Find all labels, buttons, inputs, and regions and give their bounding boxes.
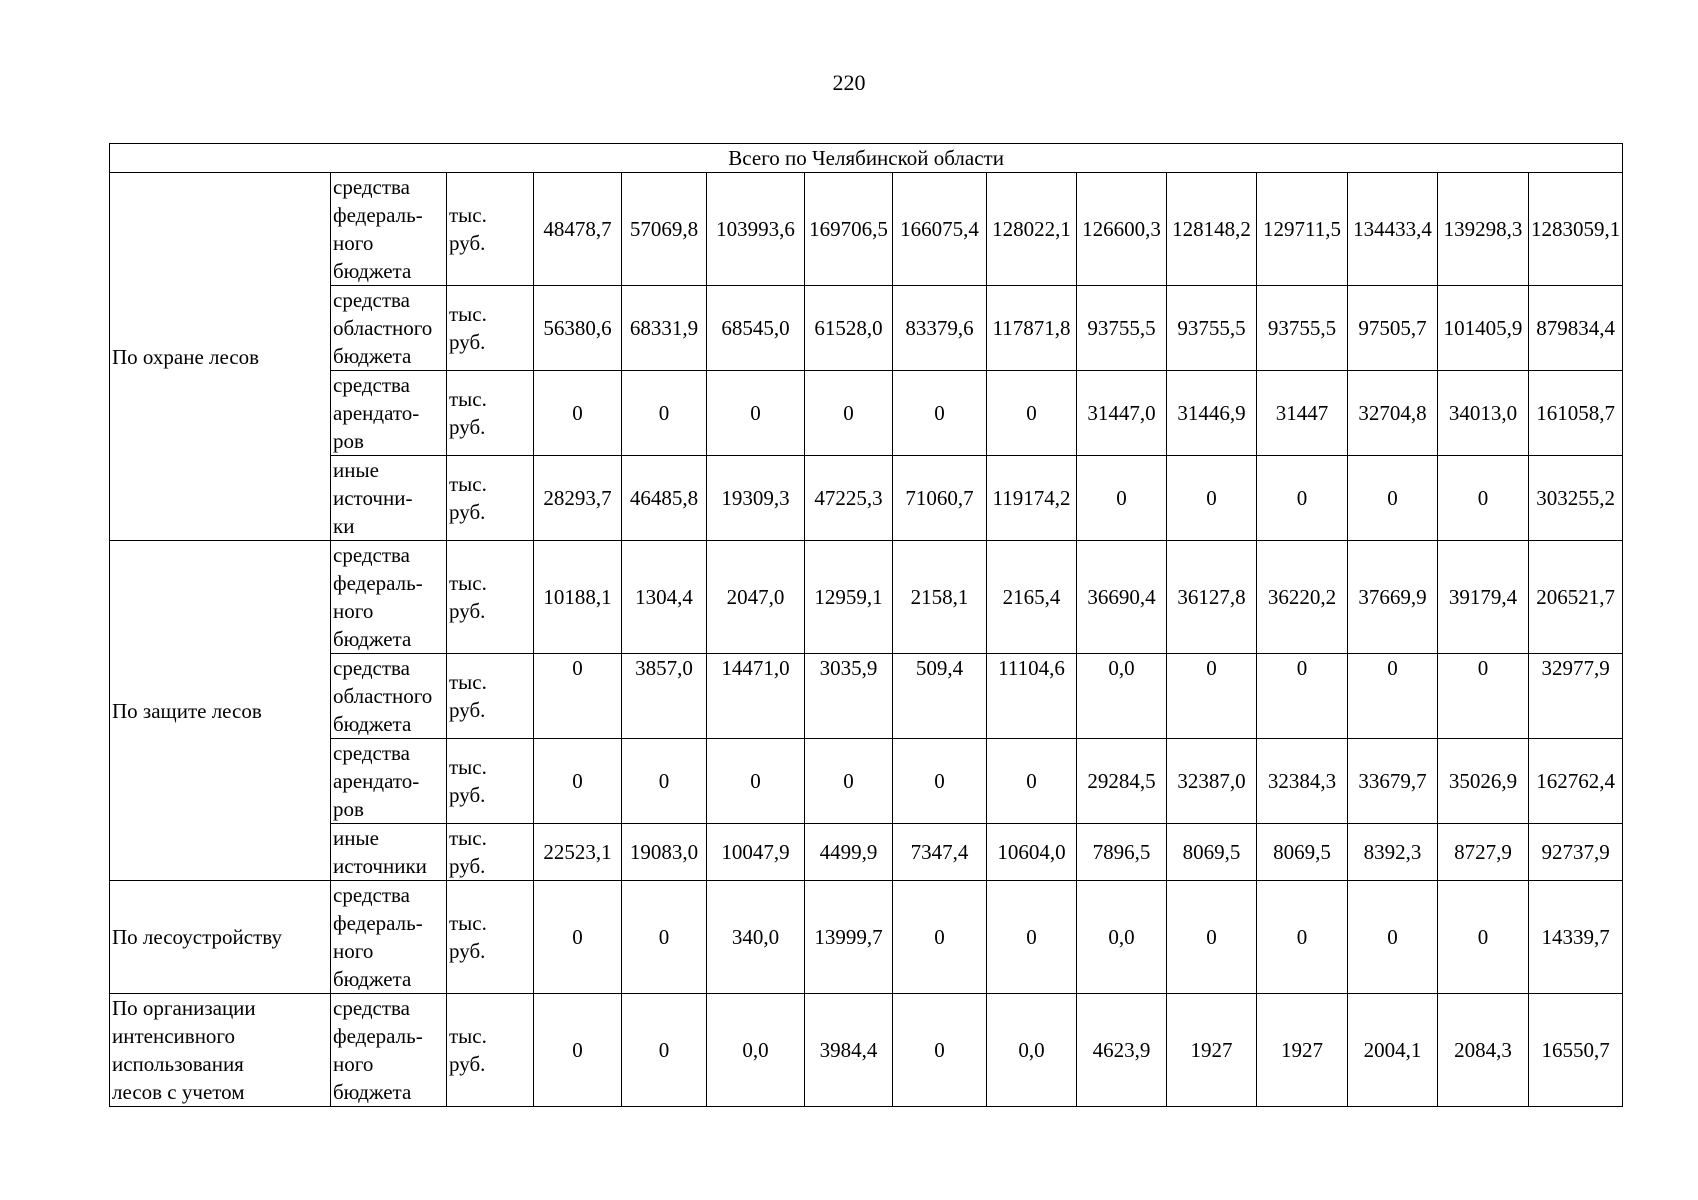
value-cell: 68331,9 — [622, 286, 707, 371]
value-cell: 509,4 — [893, 654, 987, 739]
value-cell: 0 — [707, 371, 805, 456]
value-cell: 0 — [622, 739, 707, 824]
value-cell: 126600,3 — [1077, 173, 1167, 286]
value-cell: 0 — [1438, 456, 1529, 541]
value-cell: 10188,1 — [534, 541, 622, 654]
source-cell: средства областного бюджета — [331, 286, 447, 371]
value-cell: 0 — [622, 881, 707, 994]
value-cell: 0 — [1167, 456, 1257, 541]
value-cell: 0 — [805, 739, 893, 824]
value-cell: 34013,0 — [1438, 371, 1529, 456]
value-cell: 0 — [1348, 654, 1438, 739]
unit-cell: тыс. руб. — [447, 173, 534, 286]
value-cell: 0 — [893, 371, 987, 456]
value-cell: 8727,9 — [1438, 824, 1529, 881]
value-cell: 93755,5 — [1077, 286, 1167, 371]
table-row — [110, 371, 1623, 456]
value-cell: 4623,9 — [1077, 994, 1167, 1107]
value-cell: 31446,9 — [1167, 371, 1257, 456]
value-cell: 0 — [534, 739, 622, 824]
value-cell: 129711,5 — [1257, 173, 1348, 286]
value-cell: 3984,4 — [805, 994, 893, 1107]
value-cell: 83379,6 — [893, 286, 987, 371]
value-cell: 1927 — [1257, 994, 1348, 1107]
value-cell: 93755,5 — [1257, 286, 1348, 371]
table-row — [110, 654, 1623, 739]
value-cell: 2084,3 — [1438, 994, 1529, 1107]
value-cell: 2158,1 — [893, 541, 987, 654]
source-cell: средства федераль- ного бюджета — [331, 994, 447, 1107]
value-cell: 139298,3 — [1438, 173, 1529, 286]
value-cell: 0 — [534, 881, 622, 994]
unit-cell: тыс. руб. — [447, 541, 534, 654]
value-cell: 7347,4 — [893, 824, 987, 881]
value-cell: 8069,5 — [1167, 824, 1257, 881]
value-cell: 161058,7 — [1529, 371, 1623, 456]
value-cell: 10604,0 — [987, 824, 1077, 881]
category-cell: По лесоустройству — [110, 881, 331, 994]
page-number: 220 — [832, 70, 866, 95]
value-cell: 29284,5 — [1077, 739, 1167, 824]
table-row — [110, 824, 1623, 881]
category-cell: По организации интенсивного использования лесов с учетом — [110, 994, 331, 1107]
unit-cell: тыс. руб. — [447, 739, 534, 824]
source-cell: иные источни- ки — [331, 456, 447, 541]
table-row — [110, 173, 1623, 286]
table-row — [110, 739, 1623, 824]
value-cell: 32977,9 — [1529, 654, 1623, 739]
category-cell: По охране лесов — [110, 173, 331, 541]
value-cell: 0 — [622, 994, 707, 1107]
value-cell: 0 — [987, 739, 1077, 824]
value-cell: 0 — [893, 881, 987, 994]
value-cell: 0 — [893, 994, 987, 1107]
value-cell: 0,0 — [1077, 881, 1167, 994]
value-cell: 71060,7 — [893, 456, 987, 541]
value-cell: 879834,4 — [1529, 286, 1623, 371]
value-cell: 19309,3 — [707, 456, 805, 541]
table-row — [110, 286, 1623, 371]
category-cell: По защите лесов — [110, 541, 331, 881]
source-cell: средства арендато- ров — [331, 739, 447, 824]
value-cell: 0 — [622, 371, 707, 456]
value-cell: 0 — [1348, 456, 1438, 541]
value-cell: 169706,5 — [805, 173, 893, 286]
value-cell: 128148,2 — [1167, 173, 1257, 286]
value-cell: 31447 — [1257, 371, 1348, 456]
value-cell: 33679,7 — [1348, 739, 1438, 824]
value-cell: 0 — [1348, 881, 1438, 994]
value-cell: 3857,0 — [622, 654, 707, 739]
value-cell: 32387,0 — [1167, 739, 1257, 824]
value-cell: 134433,4 — [1348, 173, 1438, 286]
value-cell: 2047,0 — [707, 541, 805, 654]
value-cell: 2165,4 — [987, 541, 1077, 654]
value-cell: 57069,8 — [622, 173, 707, 286]
source-cell: средства федераль- ного бюджета — [331, 173, 447, 286]
value-cell: 92737,9 — [1529, 824, 1623, 881]
unit-cell: тыс. руб. — [447, 371, 534, 456]
value-cell: 0 — [1438, 654, 1529, 739]
value-cell: 1304,4 — [622, 541, 707, 654]
value-cell: 4499,9 — [805, 824, 893, 881]
value-cell: 0 — [1257, 456, 1348, 541]
value-cell: 37669,9 — [1348, 541, 1438, 654]
value-cell: 32704,8 — [1348, 371, 1438, 456]
value-cell: 1927 — [1167, 994, 1257, 1107]
value-cell: 128022,1 — [987, 173, 1077, 286]
value-cell: 14339,7 — [1529, 881, 1623, 994]
value-cell: 46485,8 — [622, 456, 707, 541]
source-cell: иные источники — [331, 824, 447, 881]
value-cell: 0 — [1167, 881, 1257, 994]
unit-cell: тыс. руб. — [447, 456, 534, 541]
value-cell: 0 — [534, 371, 622, 456]
value-cell: 2004,1 — [1348, 994, 1438, 1107]
value-cell: 162762,4 — [1529, 739, 1623, 824]
value-cell: 3035,9 — [805, 654, 893, 739]
value-cell: 0 — [707, 739, 805, 824]
value-cell: 8069,5 — [1257, 824, 1348, 881]
value-cell: 0,0 — [1077, 654, 1167, 739]
table-row — [110, 456, 1623, 541]
value-cell: 1283059,1 — [1529, 173, 1623, 286]
value-cell: 47225,3 — [805, 456, 893, 541]
value-cell: 16550,7 — [1529, 994, 1623, 1107]
value-cell: 103993,6 — [707, 173, 805, 286]
value-cell: 0 — [893, 739, 987, 824]
value-cell: 11104,6 — [987, 654, 1077, 739]
value-cell: 340,0 — [707, 881, 805, 994]
value-cell: 0 — [1257, 881, 1348, 994]
unit-cell: тыс. руб. — [447, 286, 534, 371]
value-cell: 14471,0 — [707, 654, 805, 739]
unit-cell: тыс. руб. — [447, 994, 534, 1107]
value-cell: 68545,0 — [707, 286, 805, 371]
value-cell: 7896,5 — [1077, 824, 1167, 881]
value-cell: 93755,5 — [1167, 286, 1257, 371]
value-cell: 206521,7 — [1529, 541, 1623, 654]
value-cell: 0 — [805, 371, 893, 456]
value-cell: 35026,9 — [1438, 739, 1529, 824]
value-cell: 36220,2 — [1257, 541, 1348, 654]
source-cell: средства федераль- ного бюджета — [331, 881, 447, 994]
source-cell: средства областного бюджета — [331, 654, 447, 739]
value-cell: 97505,7 — [1348, 286, 1438, 371]
financing-table — [109, 143, 1623, 1107]
value-cell: 0 — [1077, 456, 1167, 541]
value-cell: 39179,4 — [1438, 541, 1529, 654]
value-cell: 117871,8 — [987, 286, 1077, 371]
value-cell: 32384,3 — [1257, 739, 1348, 824]
value-cell: 0 — [1167, 654, 1257, 739]
value-cell: 36690,4 — [1077, 541, 1167, 654]
value-cell: 119174,2 — [987, 456, 1077, 541]
unit-cell: тыс. руб. — [447, 824, 534, 881]
value-cell: 12959,1 — [805, 541, 893, 654]
value-cell: 22523,1 — [534, 824, 622, 881]
value-cell: 0 — [534, 994, 622, 1107]
value-cell: 61528,0 — [805, 286, 893, 371]
table-row — [110, 541, 1623, 654]
unit-cell: тыс. руб. — [447, 881, 534, 994]
table-header: Всего по Челябинской области — [110, 144, 1623, 173]
value-cell: 0 — [1257, 654, 1348, 739]
value-cell: 0 — [987, 881, 1077, 994]
value-cell: 48478,7 — [534, 173, 622, 286]
table-row — [110, 881, 1623, 994]
value-cell: 0,0 — [707, 994, 805, 1107]
value-cell: 19083,0 — [622, 824, 707, 881]
unit-cell: тыс. руб. — [447, 654, 534, 739]
value-cell: 10047,9 — [707, 824, 805, 881]
value-cell: 8392,3 — [1348, 824, 1438, 881]
source-cell: средства арендато- ров — [331, 371, 447, 456]
value-cell: 28293,7 — [534, 456, 622, 541]
value-cell: 31447,0 — [1077, 371, 1167, 456]
value-cell: 13999,7 — [805, 881, 893, 994]
source-cell: средства федераль- ного бюджета — [331, 541, 447, 654]
value-cell: 101405,9 — [1438, 286, 1529, 371]
value-cell: 166075,4 — [893, 173, 987, 286]
value-cell: 0,0 — [987, 994, 1077, 1107]
value-cell: 36127,8 — [1167, 541, 1257, 654]
value-cell: 0 — [987, 371, 1077, 456]
value-cell: 303255,2 — [1529, 456, 1623, 541]
value-cell: 0 — [1438, 881, 1529, 994]
value-cell: 56380,6 — [534, 286, 622, 371]
value-cell: 0 — [534, 654, 622, 739]
table-row — [110, 994, 1623, 1107]
